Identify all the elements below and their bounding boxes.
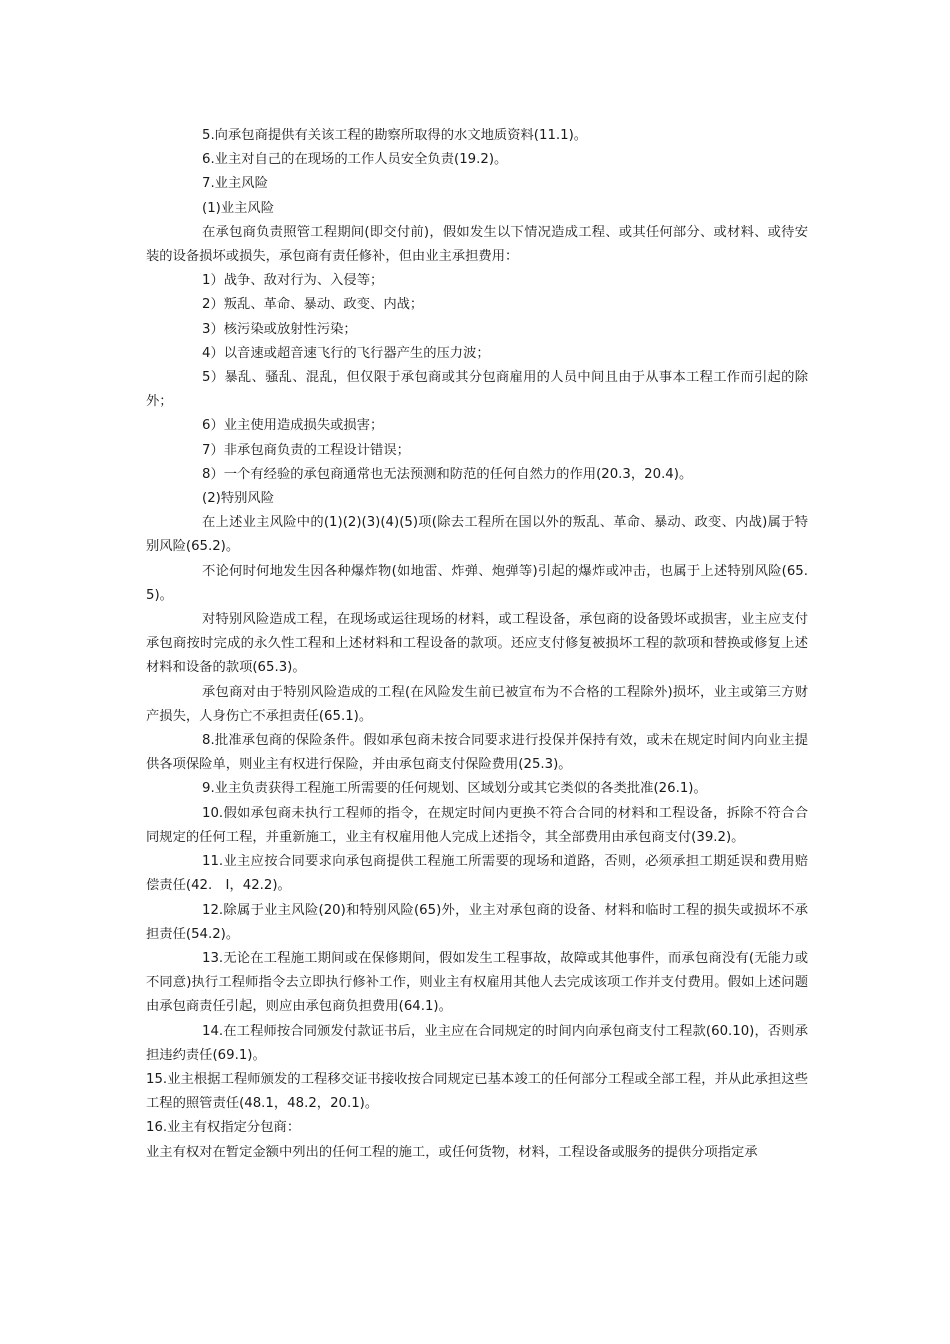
paragraph: 6.业主对自己的在现场的工作人员安全负责(19.2)。 (202, 152, 508, 168)
paragraph: 13.无论在工程施工期间或在保修期间，假如发生工程事故，故障或其他事件，而承包商没有(无能力或不同意)执行工程师指令去立即执行修补工作，则业主有权雇用其他人去完成该项工作并支付费用。假如上述问题由承包商责任引起，则应由承包商负担费用(64.1)。 (146, 950, 808, 1015)
paragraph: 承包商对由于特别风险造成的工程(在风险发生前已被宣布为不合格的工程除外)损坏，业主或第三方财产损失，人身伤亡不承担责任(65.1)。 (146, 684, 808, 724)
paragraph: 2）叛乱、革命、暴动、政变、内战； (202, 297, 424, 313)
paragraph: 3）核污染或放射性污染； (202, 321, 357, 337)
paragraph: 4）以音速或超音速飞行的飞行器产生的压力波； (202, 345, 490, 361)
paragraph: 在承包商负责照管工程期间(即交付前)，假如发生以下情况造成工程、或其任何部分、或材料、或待安装的设备损坏或损失，承包商有责任修补，但由业主承担费用： (146, 224, 808, 265)
paragraph: (1)业主风险 (202, 200, 275, 216)
paragraph: 8.批准承包商的保险条件。假如承包商未按合同要求进行投保并保持有效，或未在规定时间内向业主提供各项保险单，则业主有权进行保险，并由承包商支付保险费用(25.3)。 (146, 733, 808, 773)
paragraph: 11.业主应按合同要求向承包商提供工程施工所需要的现场和道路，否则，必须承担工期延误和费用赔偿责任(42. I，42.2)。 (146, 854, 808, 894)
paragraph: 16.业主有权指定分包商： (146, 1120, 301, 1136)
document-body (146, 124, 808, 1165)
paragraph: 14.在工程师按合同颁发付款证书后，业主应在合同规定的时间内向承包商支付工程款(60.10)，否则承担违约责任(69.1)。 (146, 1023, 808, 1063)
paragraph: (2)特别风险 (202, 491, 275, 507)
paragraph: 10.假如承包商未执行工程师的指令，在规定时间内更换不符合合同的材料和工程设备，拆除不符合合同规定的任何工程，并重新施工，业主有权雇用他人完成上述指令，其全部费用由承包商支付(39.2)。 (146, 805, 808, 845)
paragraph: 业主有权对在暂定金额中列出的任何工程的施工，或任何货物，材料，工程设备或服务的提供分项指定承 (146, 1144, 758, 1160)
paragraph: 7）非承包商负责的工程设计错误； (202, 442, 410, 458)
paragraph: 1）战争、敌对行为、入侵等； (202, 273, 384, 289)
paragraph: 15.业主根据工程师颁发的工程移交证书接收按合同规定已基本竣工的任何部分工程或全部工程，并从此承担这些工程的照管责任(48.1，48.2，20.1)。 (146, 1071, 808, 1112)
paragraph: 6）业主使用造成损失或损害； (202, 418, 384, 434)
paragraph: 7.业主风险 (202, 176, 268, 192)
paragraph: 8）一个有经验的承包商通常也无法预测和防范的任何自然力的作用(20.3，20.4)。 (202, 466, 693, 482)
paragraph: 不论何时何地发生因各种爆炸物(如地雷、炸弹、炮弹等)引起的爆炸或冲击，也属于上述特别风险(65.5)。 (146, 563, 808, 603)
paragraph: 12.除属于业主风险(20)和特别风险(65)外，业主对承包商的设备、材料和临时工程的损失或损坏不承担责任(54.2)。 (146, 902, 808, 942)
paragraph: 5.向承包商提供有关该工程的勘察所取得的水文地质资料(11.1)。 (202, 128, 588, 143)
paragraph: 对特别风险造成工程，在现场或运往现场的材料，或工程设备，承包商的设备毁坏或损害，业主应支付承包商按时完成的永久性工程和上述材料和工程设备的款项。还应支付修复被损坏工程的款项和替换或修复上述材料和设备的款项(65.3)。 (146, 612, 808, 676)
paragraph: 在上述业主风险中的(1)(2)(3)(4)(5)项(除去工程所在国以外的叛乱、革命、暴动、政变、内战)属于特别风险(65.2)。 (146, 515, 808, 555)
paragraph: 5）暴乱、骚乱、混乱，但仅限于承包商或其分包商雇用的人员中间且由于从事本工程工作而引起的除外； (146, 370, 808, 410)
paragraph: 9.业主负责获得工程施工所需要的任何规划、区域划分或其它类似的各类批准(26.1)。 (202, 781, 707, 797)
